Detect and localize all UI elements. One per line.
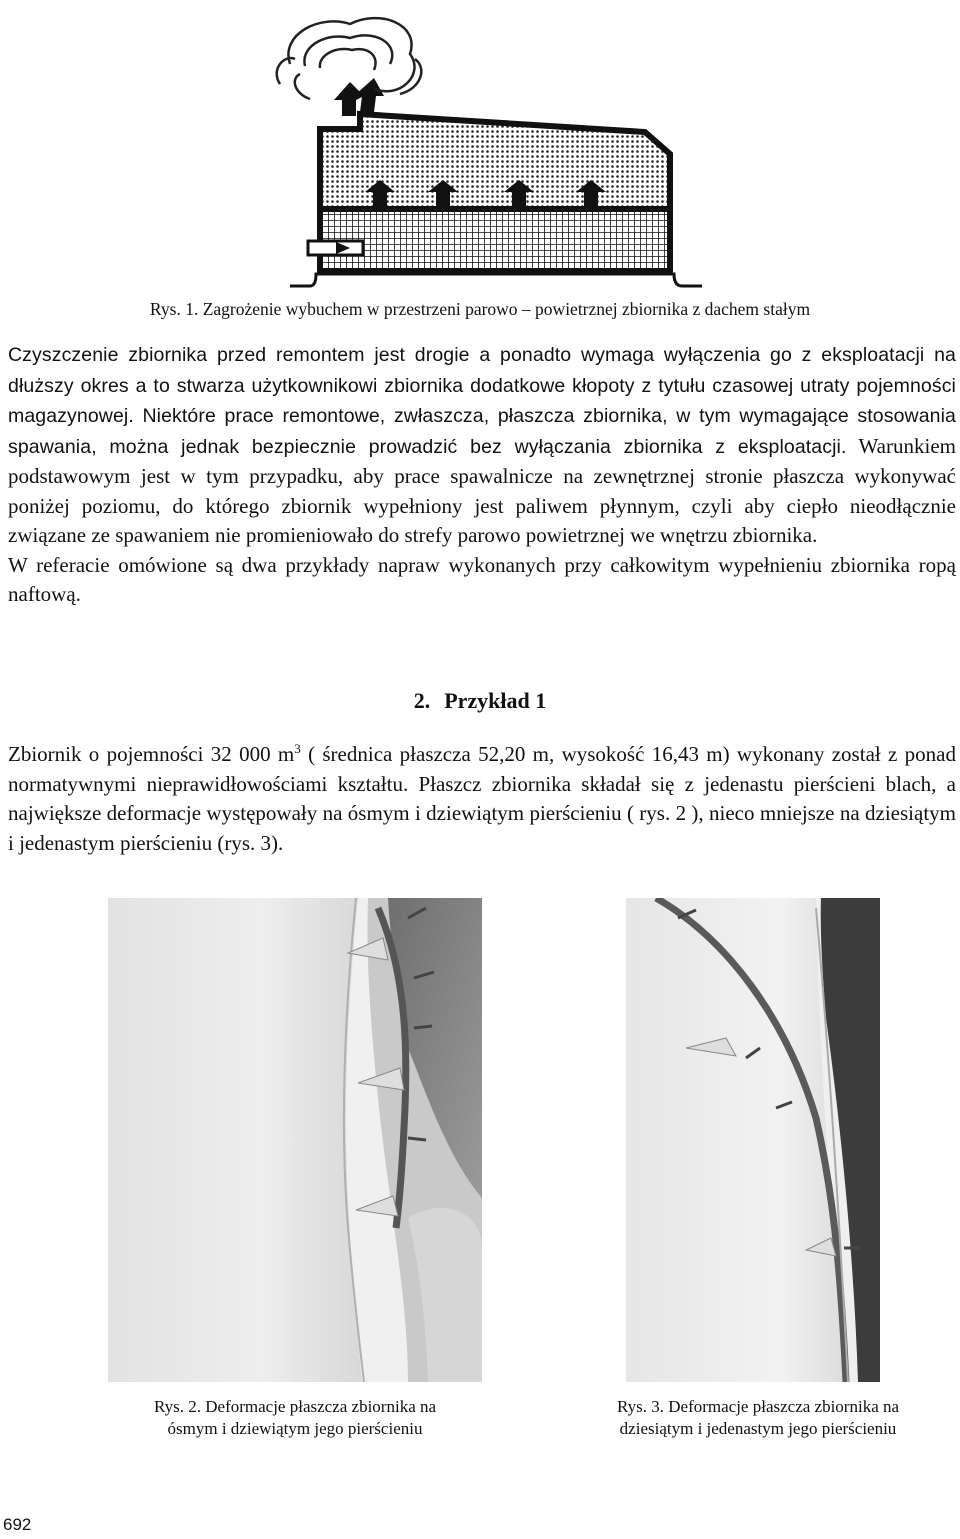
superscript-3: 3 — [294, 741, 301, 756]
page-number: 692 — [3, 1515, 32, 1534]
figure-2-caption-line2: ósmym i dziewiątym jego pierścieniu — [167, 1419, 423, 1438]
figure-3-caption-line2: dziesiątym i jedenastym jego pierścieniu — [619, 1419, 897, 1438]
section-heading — [0, 686, 960, 716]
figure-2-caption-line1: Rys. 2. Deformacje płaszcza zbiornika na — [153, 1397, 437, 1416]
paragraph-example-1-start: Zbiornik o pojemności 32 000 m — [8, 742, 295, 766]
paragraph-referat: W referacie omówione są dwa przykłady napraw wykonanych przy całkowitym wypełnieniu zbiornika ropą naftową. — [8, 552, 956, 606]
figure-1-diagram — [250, 4, 710, 294]
section-number: 2. — [413, 688, 431, 713]
paragraph-example-1 — [8, 740, 956, 858]
figure-3-photo — [626, 898, 880, 1382]
figure-3-caption-line1: Rys. 3. Deformacje płaszcza zbiornika na — [616, 1397, 900, 1416]
figure-3-caption — [570, 1396, 946, 1440]
section-title: Przykład 1 — [444, 688, 547, 713]
paragraph-example-1-rest: ( średnica płaszcza 52,20 m, wysokość 16,43 m) wykonany został z ponad normatywnymi nieprawidłowościami kształtu. Płaszcz zbiornika składał się z jedenastu pierścieni blach, a największe deformacje występowały na ósmym i dziewiątym pierścieniu ( rys. 2 ), nieco mniejsze na dziesiątym i jedenastym pierścieniu (rys. 3). — [8, 742, 956, 855]
figure-2-photo — [108, 898, 482, 1382]
figure-1-caption: Rys. 1. Zagrożenie wybuchem w przestrzeni parowo – powietrznej zbiornika z dachem stałym — [149, 299, 811, 319]
figure-2-caption — [108, 1396, 482, 1440]
paragraph-intro-part2: Warunkiem podstawowym jest w tym przypadku, aby prace spawalnicze na zewnętrznej stronie płaszcza wykonywać poniżej poziomu, do którego zbiornik wypełniony jest paliwem płynnym, czyli aby ciepło nieodłącznie związane ze spawaniem nie promieniowało do strefy parowo powietrznej we wnętrzu zbiornika. — [8, 433, 956, 547]
paragraph-intro-part1: Czyszczenie zbiornika przed remontem jest drogie a ponadto wymaga wyłączenia go z eksploatacji na dłuższy okres a to stwarza użytkownikowi zbiornika dodatkowe kłopoty z tytułu czasowej utraty pojemności magazynowej. Niektóre prace remontowe, zwłaszcza, płaszcza zbiornika, w tym wymagające stosowania spawania, można jednak bezpiecznie prowadzić bez wyłączania zbiornika z eksploatacji. — [8, 344, 956, 458]
paragraph-intro — [8, 340, 956, 610]
